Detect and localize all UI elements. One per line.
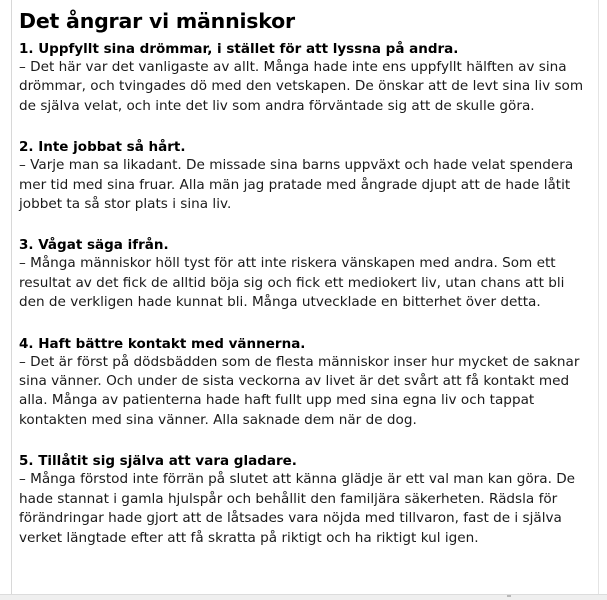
section-text: – Det här var det vanligaste av allt. Många hade inte ens uppfyllt hälften av sina drömmar, och tvingades dö med den vetskapen. De önskar att de levt sina liv som de själva velat, och inte det liv som andra förväntade sig att de skulle göra. bbox=[19, 59, 584, 114]
bottom-scroll-edge bbox=[0, 594, 607, 600]
regret-section-2 bbox=[19, 138, 594, 214]
section-text: – Varje man sa likadant. De missade sina barns uppväxt och hade velat spendera mer tid med sina fruar. Alla män jag pratade med ångrade djupt att de hade låtit jobbet ta så stor plats i sina liv. bbox=[19, 157, 574, 213]
section-heading: 1. Uppfyllt sina drömmar, i stället för att lyssna på andra. bbox=[19, 41, 459, 57]
section-heading: 2. Inte jobbat så hårt. bbox=[19, 139, 186, 156]
regret-section-1 bbox=[19, 40, 594, 116]
right-border bbox=[598, 0, 599, 600]
article-title: Det ångrar vi människor bbox=[19, 9, 295, 33]
section-text: – Det är först på dödsbädden som de flesta människor inser hur mycket de saknar sina vänner. Och under de sista veckorna av livet är det svårt att få kontakt med alla. Många av patienterna hade haft fullt upp med sina egna liv och tappat kontakten med sina vänner. Alla saknade dem när de dog. bbox=[19, 353, 580, 428]
section-heading: 4. Haft bättre kontakt med vännerna. bbox=[19, 335, 306, 352]
regret-section-4 bbox=[19, 335, 594, 431]
regret-section-3 bbox=[19, 236, 594, 312]
regret-section-5 bbox=[19, 452, 594, 548]
article-content bbox=[19, 7, 594, 570]
section-heading: 5. Tillåtit sig själva att vara gladare. bbox=[19, 453, 297, 470]
section-text: – Många människor höll tyst för att inte riskera vänskapen med andra. Som ett resultat av det fick de alltid böja sig och fick ett mediokert liv, utan chans att bli den de verkligen hade kunnat bli. Många utvecklade en bitterhet över detta. bbox=[19, 255, 565, 311]
scroll-marker-icon bbox=[507, 595, 511, 597]
left-border bbox=[11, 0, 12, 600]
section-text: – Många förstod inte förrän på slutet att känna glädje är ett val man kan göra. De hade stannat i gamla hjulspår och behållit den familjära säkerheten. Rädsla för förändringar hade gjort att de låtsades vara nöjda med tillvaron, fast de i själva verket längtade efter att få skratta på riktigt och ha riktigt kul igen. bbox=[19, 471, 576, 546]
section-heading: 3. Vågat säga ifrån. bbox=[19, 237, 169, 254]
